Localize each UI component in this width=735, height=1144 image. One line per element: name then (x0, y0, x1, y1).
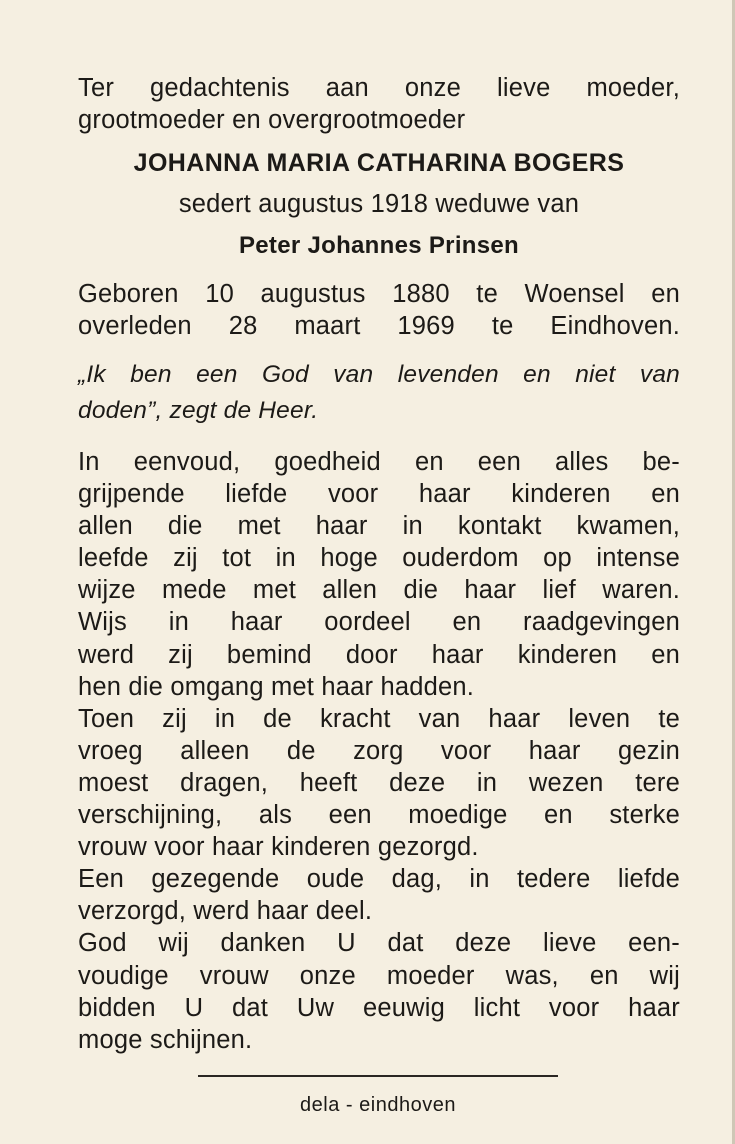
eulogy-line: moge schijnen. (78, 1025, 253, 1054)
divider-rule (198, 1075, 558, 1077)
intro-line: Ter gedachtenis aan onze lieve moeder, (78, 74, 680, 102)
quote-line: doden”, zegt de Heer. (78, 397, 319, 424)
dates-line: Geboren 10 augustus 1880 te Woensel en (78, 280, 680, 308)
widow-line (78, 188, 680, 220)
eulogy-line: allen die met haar in kontakt kwamen, (78, 512, 680, 541)
quote-line: „Ik ben een God van levenden en niet van (78, 361, 680, 388)
eulogy-text (78, 446, 680, 1056)
eulogy-line: leefde zij tot in hoge ouderdom op intense (78, 544, 680, 573)
eulogy-line: moest dragen, heeft deze in wezen tere (78, 768, 680, 797)
eulogy-line: verzorgd, werd haar deel. (78, 897, 373, 926)
eulogy-line: werd zij bemind door haar kinderen en (78, 640, 680, 669)
widow-line-text: sedert augustus 1918 weduwe van (178, 190, 580, 218)
intro-line: grootmoeder en overgrootmoeder (78, 106, 466, 134)
eulogy-line: God wij danken U dat deze lieve een- (78, 929, 680, 958)
printer-credit: dela - eindhoven (300, 1094, 456, 1116)
eulogy-line: grijpende liefde voor haar kinderen en (78, 480, 680, 509)
spouse-name-text: Peter Johannes Prinsen (238, 232, 520, 259)
dates-line: overleden 28 maart 1969 te Eindhoven. (78, 312, 680, 340)
intro-text (78, 72, 680, 136)
eulogy-line: In eenvoud, goedheid en een alles be- (78, 448, 680, 476)
deceased-name (78, 147, 680, 179)
eulogy-line: vroeg alleen de zorg voor haar gezin (78, 736, 680, 765)
spouse-name (78, 230, 680, 262)
deceased-name-text: JOHANNA MARIA CATHARINA BOGERS (133, 149, 625, 177)
eulogy-line: Een gezegende oude dag, in tedere liefde (78, 865, 680, 894)
eulogy-line: vrouw voor haar kinderen gezorgd. (78, 833, 479, 862)
eulogy-line: verschijning, als een moedige en sterke (78, 801, 680, 830)
bible-quote (78, 357, 680, 429)
eulogy-line: wijze mede met allen die haar lief waren. (78, 576, 680, 605)
eulogy-line: Wijs in haar oordeel en raadgevingen (78, 608, 680, 637)
eulogy-line: Toen zij in de kracht van haar leven te (78, 704, 680, 733)
eulogy-line: bidden U dat Uw eeuwig licht voor haar (78, 993, 680, 1022)
life-dates (78, 278, 680, 342)
eulogy-line: hen die omgang met haar hadden. (78, 672, 475, 701)
eulogy-line: voudige vrouw onze moeder was, en wij (78, 961, 680, 990)
